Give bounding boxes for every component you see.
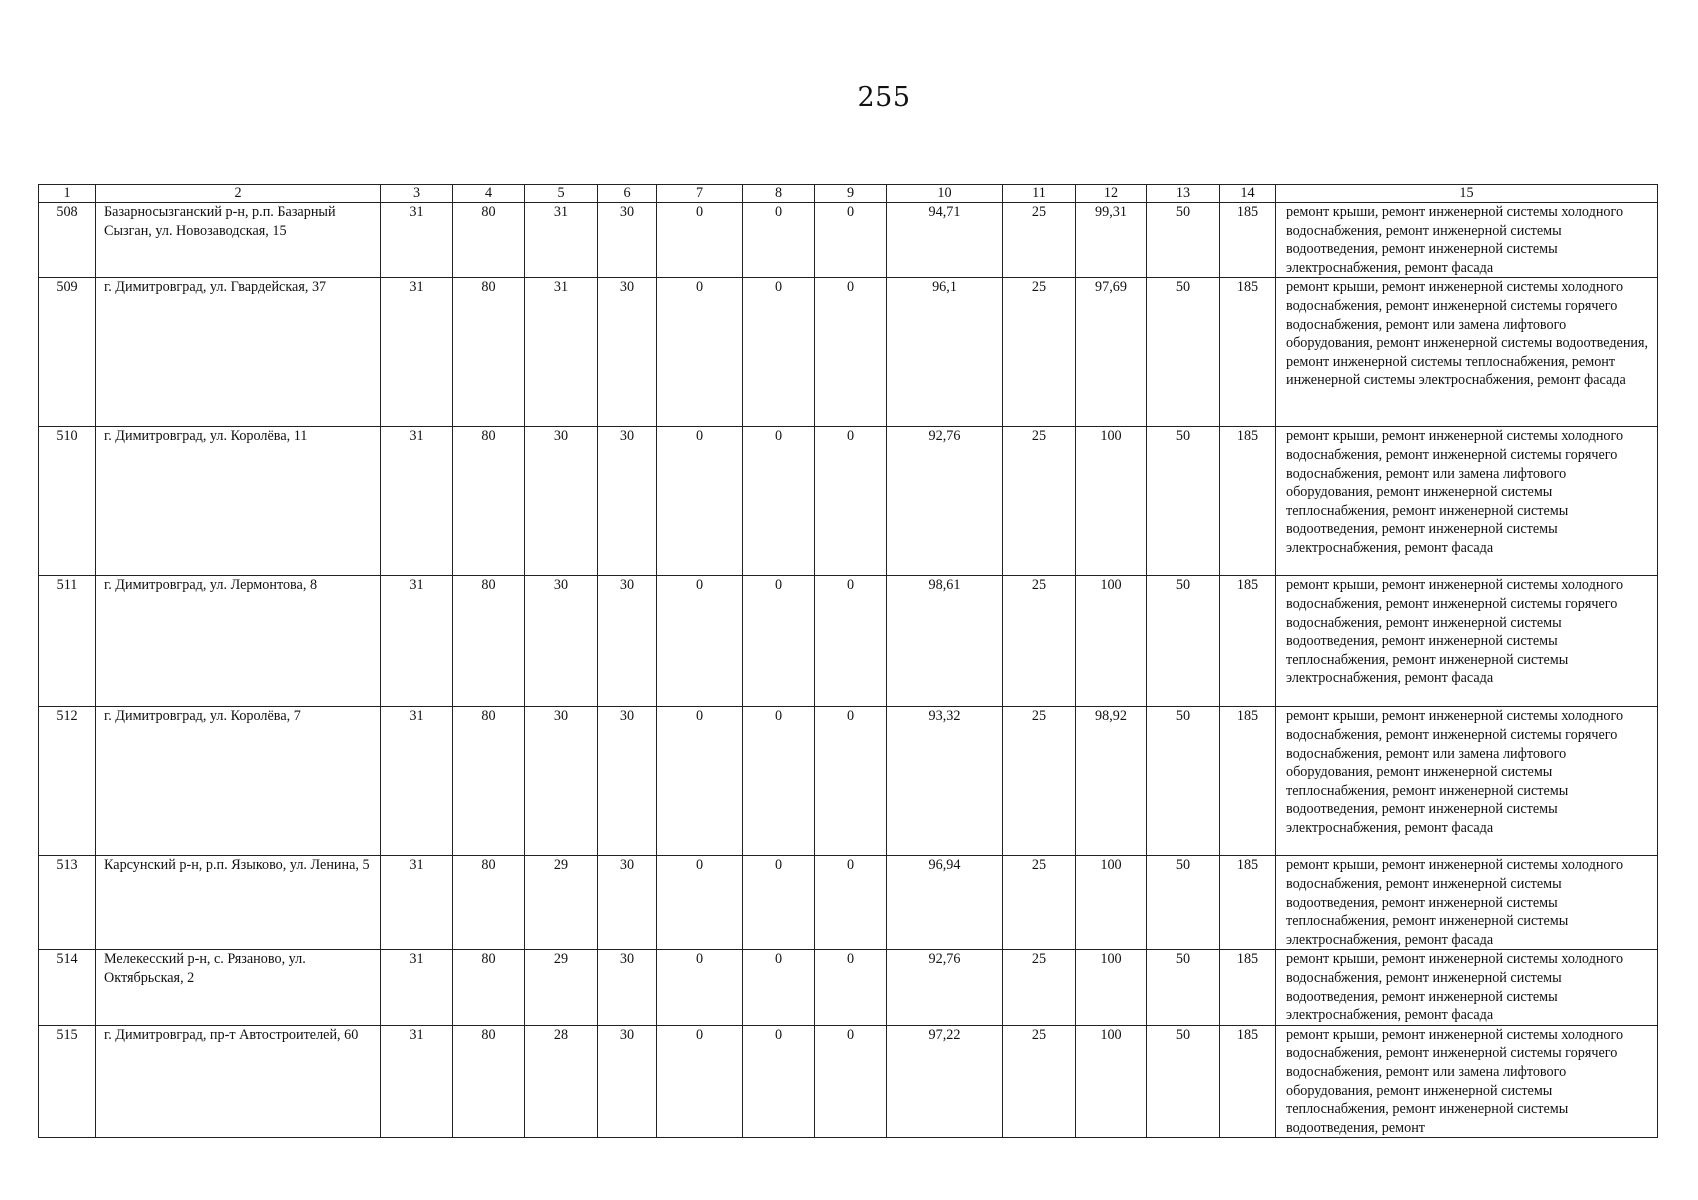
column-header: 10 [887, 185, 1003, 203]
cell-col-10: 97,22 [887, 1025, 1003, 1138]
cell-col-13: 50 [1147, 576, 1220, 707]
cell-col-3: 31 [381, 427, 453, 576]
cell-col-3: 31 [381, 576, 453, 707]
column-header: 11 [1003, 185, 1076, 203]
cell-works-list: ремонт крыши, ремонт инженерной системы холодного водоснабжения, ремонт инженерной системы горячего водоснабжения, ремонт или замена лифтового оборудования, ремонт инженерной системы теплоснабжения, ремонт инженерной системы водоотведения, ремонт инженерной системы электроснабжения, ремонт фасада [1276, 707, 1658, 856]
cell-col-10: 92,76 [887, 427, 1003, 576]
cell-col-8: 0 [743, 203, 815, 278]
cell-col-4: 80 [453, 856, 525, 950]
column-header: 3 [381, 185, 453, 203]
cell-col-14: 185 [1220, 856, 1276, 950]
cell-col-4: 80 [453, 1025, 525, 1138]
table-row [39, 203, 1658, 278]
cell-col-11: 25 [1003, 1025, 1076, 1138]
cell-address: г. Димитровград, ул. Королёва, 7 [96, 707, 381, 856]
column-header: 13 [1147, 185, 1220, 203]
column-header: 6 [598, 185, 657, 203]
cell-col-8: 0 [743, 427, 815, 576]
cell-col-10: 92,76 [887, 950, 1003, 1025]
cell-col-6: 30 [598, 576, 657, 707]
column-header: 9 [815, 185, 887, 203]
cell-col-9: 0 [815, 576, 887, 707]
table-row [39, 707, 1658, 856]
cell-col-9: 0 [815, 707, 887, 856]
repair-table-container [38, 184, 1657, 1138]
repair-table [38, 184, 1658, 1138]
cell-works-list: ремонт крыши, ремонт инженерной системы холодного водоснабжения, ремонт инженерной системы горячего водоснабжения, ремонт инженерной системы водоотведения, ремонт инженерной системы теплоснабжения, ремонт инженерной системы электроснабжения, ремонт фасада [1276, 576, 1658, 707]
cell-col-14: 185 [1220, 576, 1276, 707]
column-number-row [39, 185, 1658, 203]
cell-col-6: 30 [598, 707, 657, 856]
cell-address: г. Димитровград, пр-т Автостроителей, 60 [96, 1025, 381, 1138]
cell-address: г. Димитровград, ул. Лермонтова, 8 [96, 576, 381, 707]
table-row [39, 950, 1658, 1025]
cell-col-7: 0 [657, 278, 743, 427]
cell-col-12: 100 [1076, 427, 1147, 576]
cell-col-3: 31 [381, 203, 453, 278]
cell-row-number: 512 [39, 707, 96, 856]
cell-col-12: 99,31 [1076, 203, 1147, 278]
cell-col-6: 30 [598, 427, 657, 576]
cell-col-13: 50 [1147, 950, 1220, 1025]
column-header: 15 [1276, 185, 1658, 203]
cell-col-6: 30 [598, 278, 657, 427]
cell-col-10: 98,61 [887, 576, 1003, 707]
cell-col-10: 96,1 [887, 278, 1003, 427]
cell-col-5: 30 [525, 707, 598, 856]
cell-col-8: 0 [743, 950, 815, 1025]
cell-address: Карсунский р-н, р.п. Языково, ул. Ленина, 5 [96, 856, 381, 950]
cell-col-5: 31 [525, 203, 598, 278]
cell-col-12: 100 [1076, 950, 1147, 1025]
cell-col-9: 0 [815, 427, 887, 576]
cell-col-14: 185 [1220, 427, 1276, 576]
cell-col-13: 50 [1147, 278, 1220, 427]
cell-col-14: 185 [1220, 707, 1276, 856]
cell-col-5: 29 [525, 950, 598, 1025]
cell-col-14: 185 [1220, 950, 1276, 1025]
column-header: 14 [1220, 185, 1276, 203]
column-header: 5 [525, 185, 598, 203]
cell-col-9: 0 [815, 1025, 887, 1138]
cell-works-list: ремонт крыши, ремонт инженерной системы холодного водоснабжения, ремонт инженерной системы водоотведения, ремонт инженерной системы теплоснабжения, ремонт инженерной системы электроснабжения, ремонт фасада [1276, 856, 1658, 950]
cell-row-number: 514 [39, 950, 96, 1025]
cell-col-8: 0 [743, 576, 815, 707]
page-number: 255 [857, 82, 911, 113]
cell-col-10: 93,32 [887, 707, 1003, 856]
cell-col-6: 30 [598, 950, 657, 1025]
table-row [39, 427, 1658, 576]
cell-works-list: ремонт крыши, ремонт инженерной системы холодного водоснабжения, ремонт инженерной системы водоотведения, ремонт инженерной системы электроснабжения, ремонт фасада [1276, 203, 1658, 278]
cell-row-number: 515 [39, 1025, 96, 1138]
cell-address: Мелекесский р-н, с. Рязаново, ул. Октябрьская, 2 [96, 950, 381, 1025]
cell-works-list: ремонт крыши, ремонт инженерной системы холодного водоснабжения, ремонт инженерной системы горячего водоснабжения, ремонт или замена лифтового оборудования, ремонт инженерной системы водоотведения, ремонт инженерной системы теплоснабжения, ремонт инженерной системы электроснабжения, ремонт фасада [1276, 278, 1658, 427]
table-row [39, 1025, 1658, 1138]
cell-col-13: 50 [1147, 856, 1220, 950]
cell-col-12: 97,69 [1076, 278, 1147, 427]
cell-col-12: 100 [1076, 856, 1147, 950]
cell-col-4: 80 [453, 427, 525, 576]
cell-col-3: 31 [381, 707, 453, 856]
cell-row-number: 510 [39, 427, 96, 576]
cell-col-7: 0 [657, 1025, 743, 1138]
cell-col-13: 50 [1147, 203, 1220, 278]
cell-col-11: 25 [1003, 278, 1076, 427]
cell-col-7: 0 [657, 856, 743, 950]
cell-col-11: 25 [1003, 576, 1076, 707]
cell-works-list: ремонт крыши, ремонт инженерной системы холодного водоснабжения, ремонт инженерной системы горячего водоснабжения, ремонт или замена лифтового оборудования, ремонт инженерной системы теплоснабжения, ремонт инженерной системы водоотведения, ремонт инженерной системы электроснабжения, ремонт фасада [1276, 427, 1658, 576]
cell-address: Базарносызганский р-н, р.п. Базарный Сызган, ул. Новозаводская, 15 [96, 203, 381, 278]
cell-col-4: 80 [453, 278, 525, 427]
cell-col-6: 30 [598, 1025, 657, 1138]
cell-col-3: 31 [381, 278, 453, 427]
cell-works-list: ремонт крыши, ремонт инженерной системы холодного водоснабжения, ремонт инженерной системы горячего водоснабжения, ремонт или замена лифтового оборудования, ремонт инженерной системы теплоснабжения, ремонт инженерной системы водоотведения, ремонт [1276, 1025, 1658, 1138]
cell-col-13: 50 [1147, 707, 1220, 856]
cell-col-5: 29 [525, 856, 598, 950]
cell-col-8: 0 [743, 278, 815, 427]
cell-col-6: 30 [598, 856, 657, 950]
cell-col-11: 25 [1003, 707, 1076, 856]
cell-col-4: 80 [453, 576, 525, 707]
cell-col-11: 25 [1003, 203, 1076, 278]
cell-col-12: 100 [1076, 1025, 1147, 1138]
cell-col-7: 0 [657, 950, 743, 1025]
cell-col-12: 98,92 [1076, 707, 1147, 856]
table-body [39, 185, 1658, 1138]
cell-col-10: 96,94 [887, 856, 1003, 950]
cell-address: г. Димитровград, ул. Гвардейская, 37 [96, 278, 381, 427]
cell-col-11: 25 [1003, 427, 1076, 576]
cell-col-7: 0 [657, 427, 743, 576]
cell-col-7: 0 [657, 707, 743, 856]
cell-works-list: ремонт крыши, ремонт инженерной системы холодного водоснабжения, ремонт инженерной системы водоотведения, ремонт инженерной системы электроснабжения, ремонт фасада [1276, 950, 1658, 1025]
cell-col-3: 31 [381, 1025, 453, 1138]
cell-col-11: 25 [1003, 856, 1076, 950]
cell-row-number: 508 [39, 203, 96, 278]
table-row [39, 576, 1658, 707]
cell-col-11: 25 [1003, 950, 1076, 1025]
cell-col-14: 185 [1220, 1025, 1276, 1138]
cell-col-9: 0 [815, 856, 887, 950]
cell-col-4: 80 [453, 950, 525, 1025]
column-header: 4 [453, 185, 525, 203]
column-header: 8 [743, 185, 815, 203]
cell-col-8: 0 [743, 856, 815, 950]
cell-col-5: 30 [525, 427, 598, 576]
cell-row-number: 511 [39, 576, 96, 707]
cell-col-4: 80 [453, 203, 525, 278]
cell-col-8: 0 [743, 707, 815, 856]
column-header: 7 [657, 185, 743, 203]
cell-address: г. Димитровград, ул. Королёва, 11 [96, 427, 381, 576]
table-row [39, 278, 1658, 427]
cell-col-7: 0 [657, 576, 743, 707]
cell-col-3: 31 [381, 950, 453, 1025]
cell-col-13: 50 [1147, 1025, 1220, 1138]
cell-col-6: 30 [598, 203, 657, 278]
cell-col-10: 94,71 [887, 203, 1003, 278]
cell-col-8: 0 [743, 1025, 815, 1138]
cell-col-5: 30 [525, 576, 598, 707]
column-header: 1 [39, 185, 96, 203]
column-header: 2 [96, 185, 381, 203]
cell-col-12: 100 [1076, 576, 1147, 707]
cell-col-4: 80 [453, 707, 525, 856]
cell-col-14: 185 [1220, 278, 1276, 427]
cell-col-9: 0 [815, 203, 887, 278]
cell-col-3: 31 [381, 856, 453, 950]
table-row [39, 856, 1658, 950]
cell-col-5: 31 [525, 278, 598, 427]
cell-col-9: 0 [815, 278, 887, 427]
cell-col-13: 50 [1147, 427, 1220, 576]
cell-row-number: 509 [39, 278, 96, 427]
column-header: 12 [1076, 185, 1147, 203]
cell-col-5: 28 [525, 1025, 598, 1138]
cell-col-7: 0 [657, 203, 743, 278]
cell-col-9: 0 [815, 950, 887, 1025]
cell-col-14: 185 [1220, 203, 1276, 278]
cell-row-number: 513 [39, 856, 96, 950]
